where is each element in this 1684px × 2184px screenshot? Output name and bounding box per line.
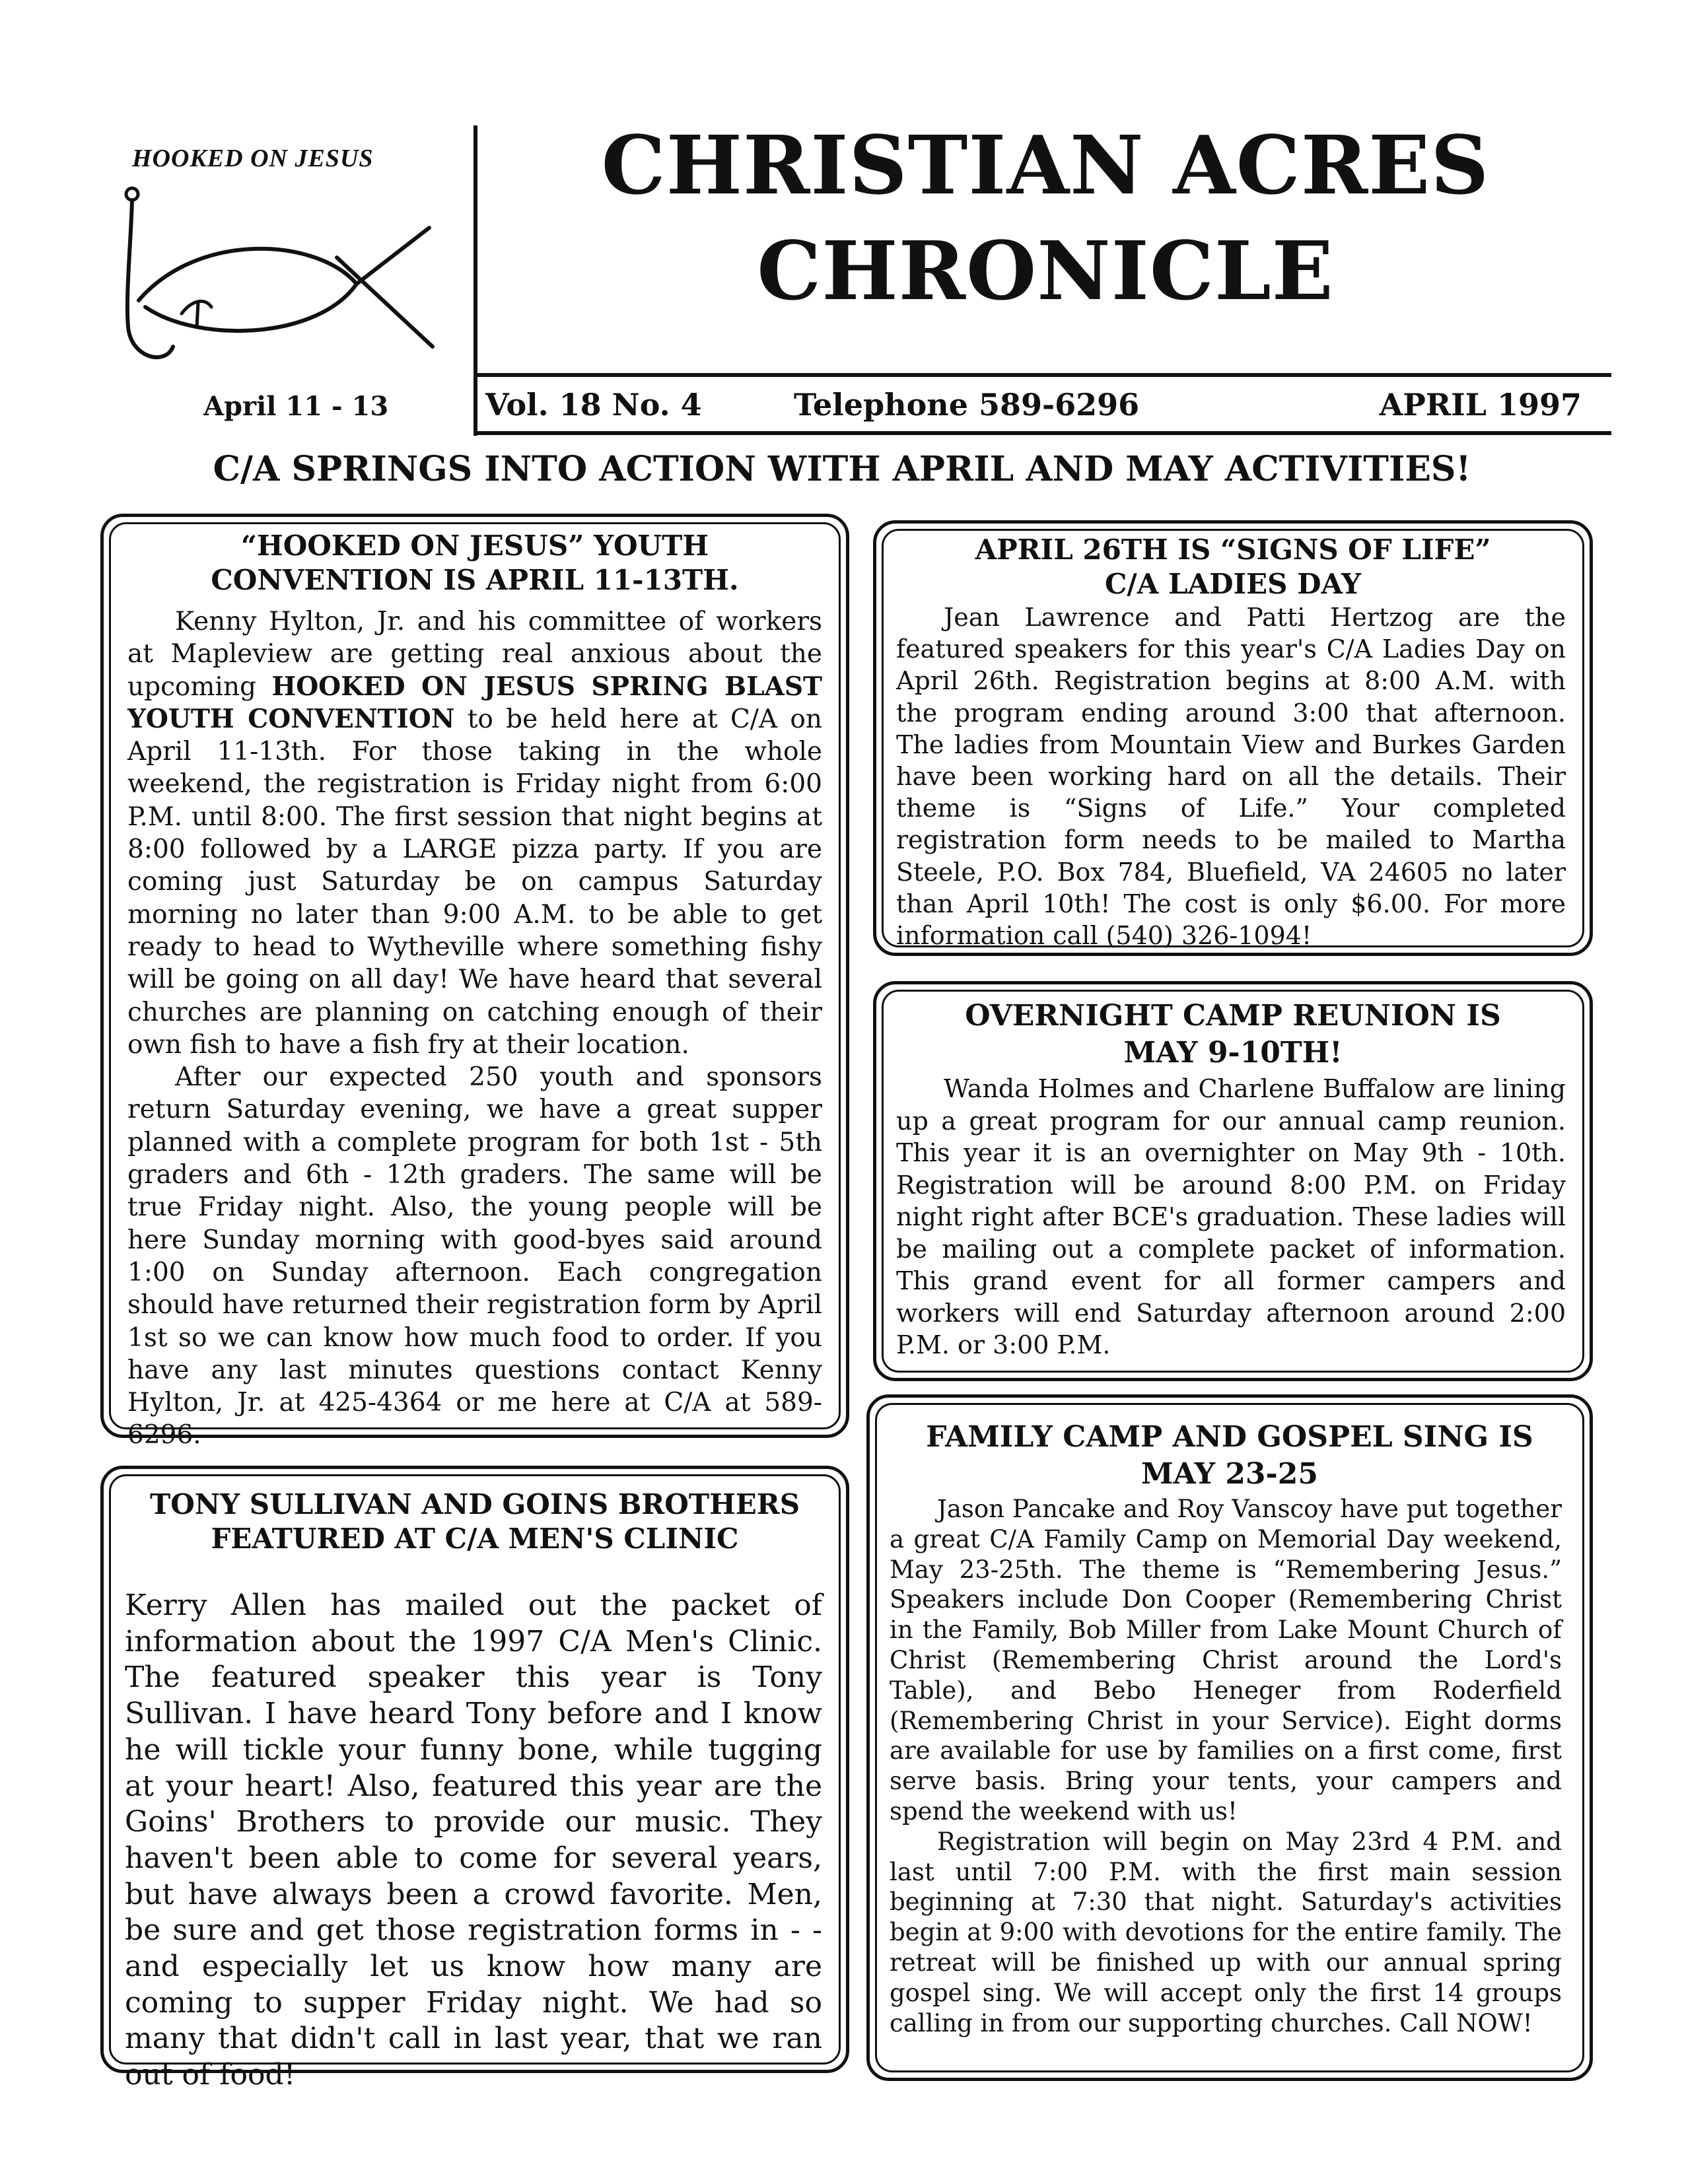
mens-clinic-box <box>100 1466 849 2092</box>
masthead-info-row <box>485 382 1582 428</box>
family-paragraph-1: Jason Pancake and Roy Vanscoy have put together a great C/A Family Camp on Memorial Day weekend, May 23-25th. The theme is “Remembering Jesus.” Speakers include Don Cooper (Remembering Christ in the Family, Bob Miller from Lake Mount Church of Christ (Remembering Christ around the Lord's Table), and Bebo Heneger from Roderfield (Remembering Christ in your Service). Eight dorms are available for use by families on a first come, first serve basis. Bring your tents, your campers and spend the weekend with us! <box>890 1495 1562 1826</box>
family-title-line2: MAY 23-25 <box>1140 1457 1319 1491</box>
logo-area <box>106 132 462 436</box>
youth-title-line2: CONVENTION IS APRIL 11-13TH. <box>211 564 739 596</box>
youth-convention-box <box>100 514 849 1450</box>
youth-convention-body <box>127 605 822 1452</box>
family-camp-title <box>890 1419 1570 1493</box>
family-camp-box <box>866 1394 1593 2081</box>
page-headline: C/A SPRINGS INTO ACTION WITH APRIL AND MAY ACTIVITIES! <box>213 449 1471 489</box>
ladies-day-title <box>896 533 1570 601</box>
youth-p1-text-b: to be held here at C/A on April 11-13th. For those taking in the whole weekend, the registration is Friday night from 6:00 P.M. until 8:00. The first session that night begins at 8:00 followed by a LARGE pizza party. If you are coming just Saturday be on campus Saturday morning no later than 9:00 A.M. to be able to get ready to head to Wytheville where something fishy will be going on all day! We have heard that several churches are planning on catching enough of their own fish to have a fish fry at their location. <box>127 704 823 1060</box>
reunion-title-line2: MAY 9-10TH! <box>1123 1036 1343 1070</box>
family-camp-body <box>890 1494 1562 2038</box>
masthead-title-line1: CHRISTIAN ACRES <box>601 118 1490 213</box>
masthead-rule-bottom <box>477 431 1611 435</box>
logo-tagline: HOOKED ON JESUS <box>132 145 374 172</box>
logo-event-dates: April 11 - 13 <box>203 391 389 422</box>
mens-title-line1: TONY SULLIVAN AND GOINS BROTHERS <box>149 1488 800 1520</box>
youth-paragraph-1 <box>127 605 822 1061</box>
fish-hook-icon <box>119 185 462 383</box>
ladies-day-body <box>896 601 1566 951</box>
mens-clinic-title <box>123 1487 826 1556</box>
youth-paragraph-2: After our expected 250 youth and sponsors return Saturday evening, we have a great supper planned with a complete program for both 1st - 5th graders and 6th - 12th graders. The same will be true Friday night. Also, the young people will be here Sunday morning with good-byes said around 1:00 on Sunday afternoon. Each congregation should have returned their registration form by April 1st so we can know how much food to order. If you have any last minutes questions contact Kenny Hylton, Jr. at 425-4364 or me here at C/A at 589-6296. <box>127 1062 822 1450</box>
mens-paragraph: Kerry Allen has mailed out the packet of information about the 1997 C/A Men's Clinic. The featured speaker this year is Tony Sullivan. I have heard Tony before and I know he will tickle your funny bone, while tugging at your heart! Also, featured this year are the Goins' Brothers to provide our music. They haven't been able to come for several years, but have always been a crowd favorite. Men, be sure and get those registration forms in - - and especially let us know how many are coming to supper Friday night. We had so many that didn't call in last year, that we ran out of food! <box>125 1588 822 2092</box>
ladies-paragraph: Jean Lawrence and Patti Hertzog are the featured speakers for this year's C/A Ladies Day on April 26th. Registration begins at 8:00 A.M. with the program ending around 3:00 that afternoon. The ladies from Mountain View and Burkes Garden have been working hard on all the details. Their theme is “Signs of Life.” Your completed registration form needs to be mailed to Martha Steele, P.O. Box 784, Bluefield, VA 24605 no later than April 10th! The cost is only $6.00. For more information call (540) 326-1094! <box>896 603 1566 951</box>
volume-number: Vol. 18 No. 4 <box>485 387 702 423</box>
issue-date: APRIL 1997 <box>1379 387 1582 423</box>
ladies-day-box <box>873 520 1593 956</box>
youth-title-line1: “HOOKED ON JESUS” YOUTH <box>240 529 709 562</box>
youth-convention-title <box>123 529 826 597</box>
ladies-title-line2: C/A LADIES DAY <box>1104 568 1362 600</box>
mens-title-line2: FEATURED AT C/A MEN'S CLINIC <box>211 1522 739 1555</box>
masthead-title-line2: CHRONICLE <box>757 223 1334 318</box>
youth-p1-bold: HOOKED ON JESUS SPRING BLAST YOUTH CONVENTION <box>127 671 823 734</box>
mens-clinic-body <box>125 1588 822 2094</box>
youth-p1-text-a: Kenny Hylton, Jr. and his committee of workers at Mapleview are getting real anxious about the upcoming <box>127 607 822 702</box>
family-paragraph-2: Registration will begin on May 23rd 4 P.M. and last until 7:00 P.M. with the first main session beginning at 7:30 that night. Saturday's activities begin at 9:00 with devotions for the entire family. The retreat will be finished up with our annual spring gospel sing. We will accept only the first 14 groups calling in from our supporting churches. Call NOW! <box>890 1827 1562 2037</box>
family-title-line1: FAMILY CAMP AND GOSPEL SING IS <box>926 1420 1533 1454</box>
camp-reunion-body <box>896 1073 1566 1361</box>
reunion-paragraph: Wanda Holmes and Charlene Buffalow are lining up a great program for our annual camp reunion. This year it is an overnighter on May 9th - 10th. Registration will be around 8:00 P.M. on Friday night right after BCE's graduation. These ladies will be mailing out a complete packet of information. This grand event for all former campers and workers will end Saturday afternoon around 2:00 P.M. or 3:00 P.M. <box>896 1074 1566 1359</box>
reunion-title-line1: OVERNIGHT CAMP REUNION IS <box>965 999 1501 1033</box>
ladies-title-line1: APRIL 26TH IS “SIGNS OF LIFE” <box>975 533 1491 566</box>
masthead-title <box>477 112 1613 324</box>
masthead-rule-top <box>477 373 1611 377</box>
telephone: Telephone 589-6296 <box>794 387 1140 423</box>
camp-reunion-box <box>873 981 1593 1381</box>
camp-reunion-title <box>896 998 1570 1072</box>
